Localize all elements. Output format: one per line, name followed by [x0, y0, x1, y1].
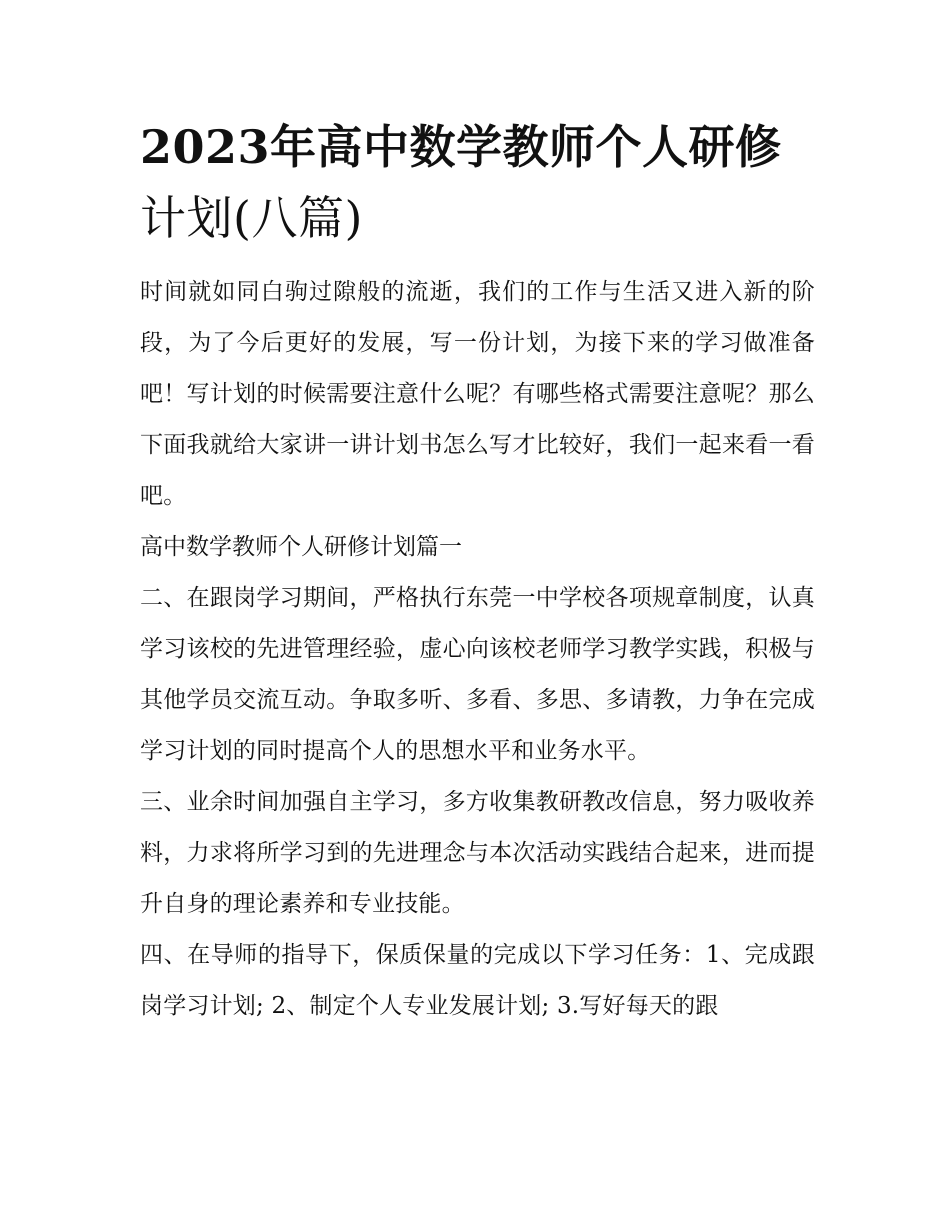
body-paragraph-4: 四、在导师的指导下，保质保量的完成以下学习任务：1、完成跟岗学习计划; 2、制定个人专业发展计划; 3.写好每天的跟: [140, 942, 815, 1019]
intro-paragraph: 时间就如同白驹过隙般的流逝，我们的工作与生活又进入新的阶段，为了今后更好的发展，写一份计划，为接下来的学习做准备吧！写计划的时候需要注意什么呢？有哪些格式需要注意呢？那么下面我就给大家讲一讲计划书怎么写才比较好，我们一起来看一看吧。: [140, 279, 815, 509]
body-paragraph-3: 三、业余时间加强自主学习，多方收集教研教改信息，努力吸收养料，力求将所学习到的先进理念与本次活动实践结合起来，进而提升自身的理论素养和专业技能。: [140, 789, 815, 917]
title-line-2: 计划(八篇): [140, 191, 363, 245]
section-heading: 高中数学教师个人研修计划篇一: [140, 534, 462, 560]
title-line-1: 2023年高中数学教师个人研修: [140, 120, 782, 174]
body-paragraph-2: 二、在跟岗学习期间，严格执行东莞一中学校各项规章制度，认真学习该校的先进管理经验，虚心向该校老师学习教学实践，积极与其他学员交流互动。争取多听、多看、多思、多请教，力争在完成学习计划的同时提高个人的思想水平和业务水平。: [140, 585, 815, 764]
document-body: [140, 112, 815, 1032]
document-title: [140, 112, 815, 254]
